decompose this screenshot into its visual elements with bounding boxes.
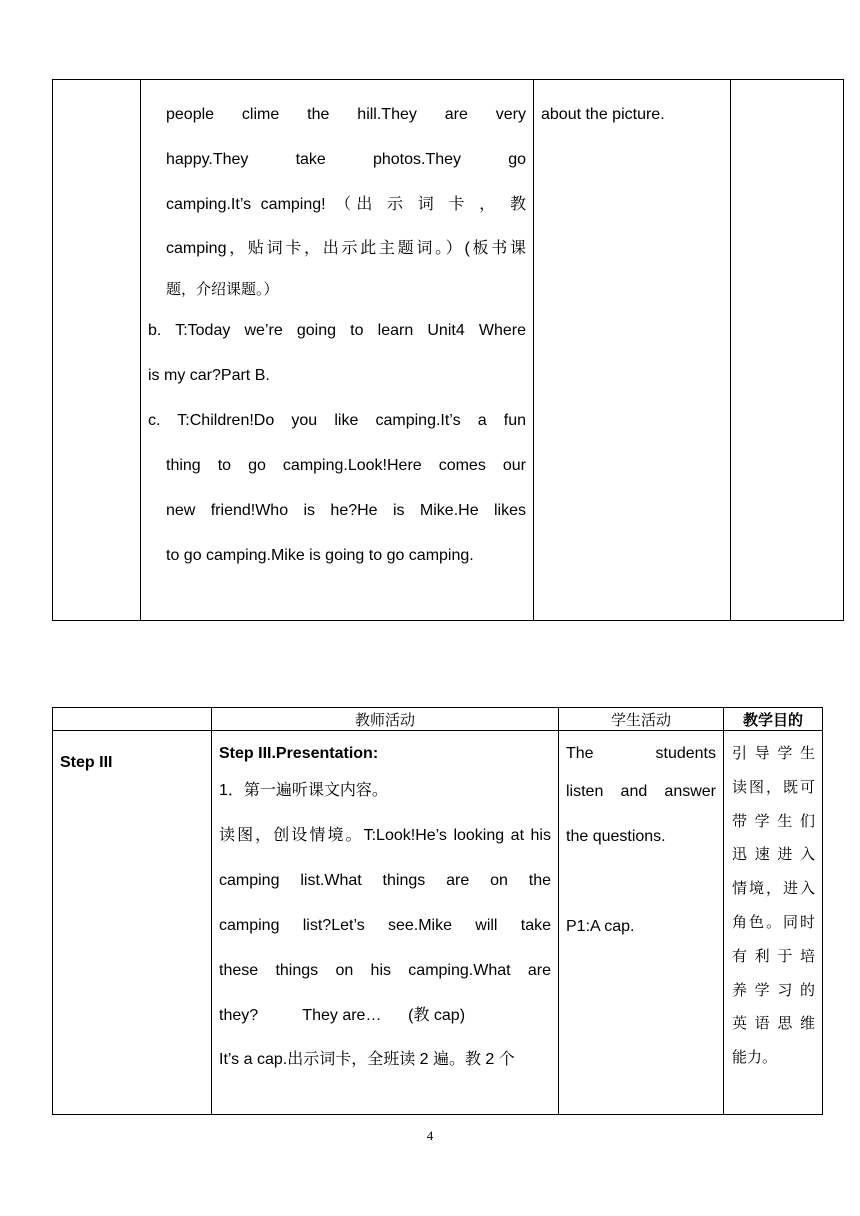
lesson-table-step-iii [52,707,823,1115]
teacher-line: camping，贴词卡，出示此主题词。）(板书课 [166,240,526,257]
teacher-line: new friend!Who is he?He is Mike.He likes [166,502,526,519]
step-label: Step III [53,731,212,1115]
teacher-line: 1．第一遍听课文内容。 [219,782,388,799]
purpose-line: 带学生们 [732,812,817,830]
student-line: listen and answer [566,783,716,800]
lesson-table-continued [52,79,844,621]
teacher-line: they? They are… (教 cap) [219,1007,466,1024]
teacher-line: It’s a cap.出示词卡，全班读 2 遍。教 2 个 [219,1051,515,1068]
teacher-line: people clime the hill.They are very [166,106,526,123]
purpose-line: 角色。同时 [732,913,818,931]
teacher-line: camping list.What things are on the [219,872,551,889]
student-line: The students [566,745,716,762]
purpose-line: 迅速进入 [732,846,817,864]
student-line: the questions. [566,828,666,845]
header-teacher-activity: 教师活动 [212,708,559,731]
teacher-activity-cell [141,80,534,621]
purpose-cell [724,731,823,1115]
purpose-line: 情境，进入 [732,880,818,898]
purpose-cell [731,80,844,621]
student-line: about the picture. [541,106,665,123]
student-line: P1:A cap. [566,918,635,935]
teacher-line: is my car?Part B. [148,367,270,384]
teacher-heading: Step III.Presentation: [219,745,379,762]
student-activity-cell [559,731,724,1115]
student-line [566,859,716,904]
teacher-line: to go camping.Mike is going to go camping. [166,547,474,564]
purpose-line: 有利于培 [732,947,817,965]
purpose-line: 能力。 [732,1049,778,1067]
purpose-line: 英语思维 [732,1015,817,1033]
teacher-activity-cell [212,731,559,1115]
step-cell [53,80,141,621]
teacher-line: these things on his camping.What are [219,962,551,979]
page-number: 4 [426,1128,434,1143]
teacher-line: c. T:Children!Do you like camping.It’s a fun [148,412,526,429]
student-activity-cell [534,80,731,621]
teacher-line: thing to go camping.Look!Here comes our [166,457,526,474]
teacher-line: 读图，创设情境。T:Look!He’s looking at his [219,827,551,844]
teacher-line: b. T:Today we’re going to learn Unit4 Where [148,322,526,339]
purpose-line: 养学习的 [732,981,817,999]
purpose-line: 引导学生 [732,745,817,762]
header-teaching-purpose: 教学目的 [724,708,823,731]
header-blank [53,708,212,731]
header-student-activity: 学生活动 [559,708,724,731]
teacher-line: camping list?Let’s see.Mike will take [219,917,551,934]
teacher-line: 题，介绍课题。） [166,281,279,298]
purpose-line: 读图，既可 [732,778,818,796]
teacher-line: camping.It’s camping! （出 示 词 卡 ， 教 [166,196,526,213]
teacher-line: happy.They take photos.They go [166,151,526,168]
